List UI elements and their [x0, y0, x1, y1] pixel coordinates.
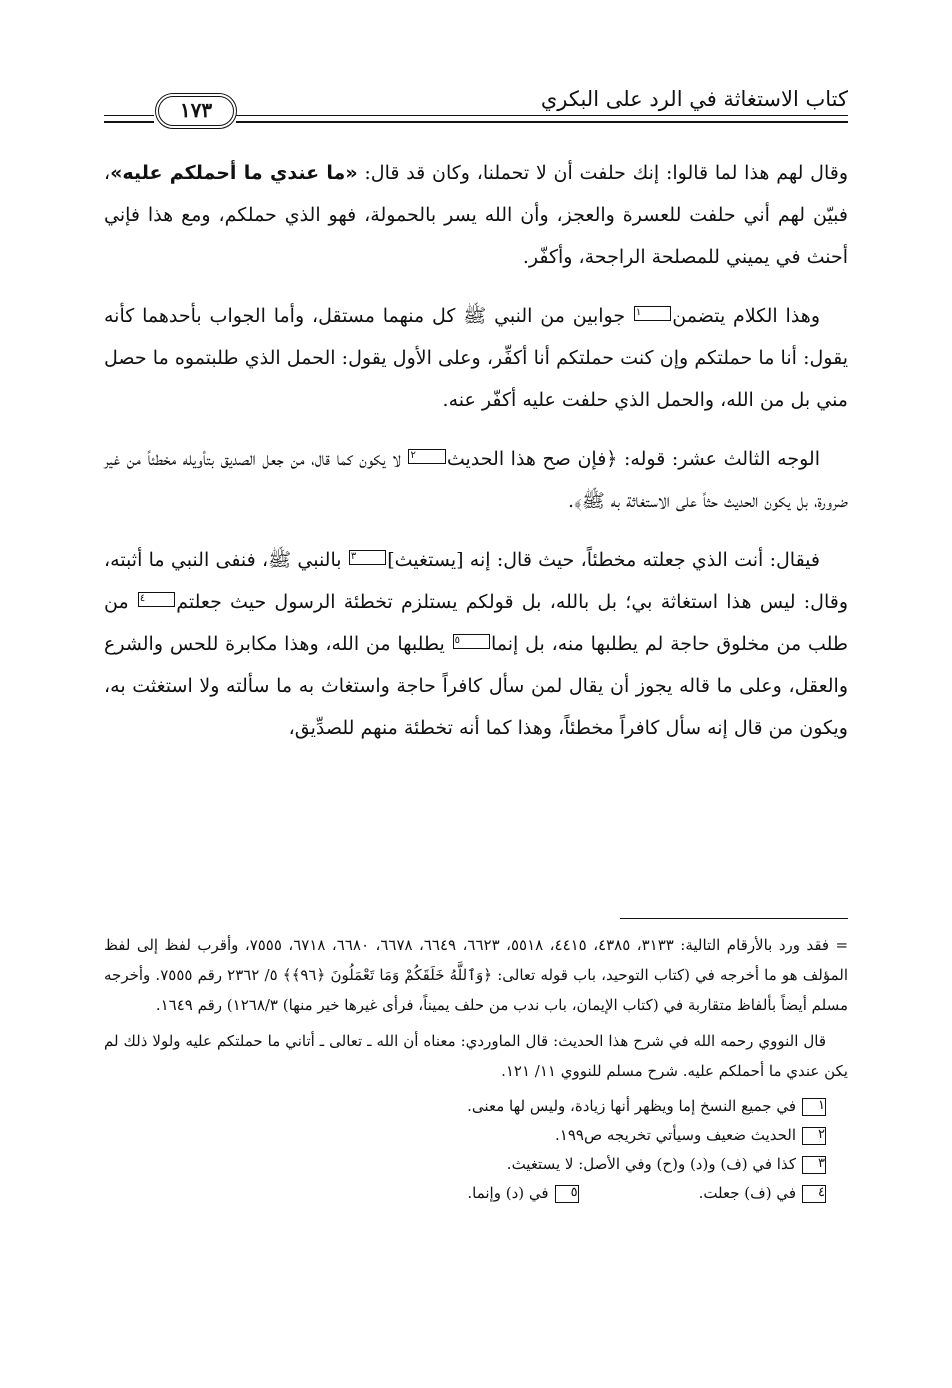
paragraph-2	[104, 295, 848, 421]
footnote-nawawi: قال النووي رحمه الله في شرح هذا الحديث: قال الماوردي: معناه أن الله ـ تعالى ـ أتاني ما حملتكم عليه ولولا ذلك لم يكن عندي ما أحملكم عليه. شرح مسلم للنووي ١١/ ١٢١.	[104, 1032, 848, 1080]
p2-text-1: وهذا الكلام يتضمن	[672, 305, 820, 327]
footnote-separator	[620, 918, 848, 919]
page-header	[104, 84, 848, 132]
footnote-number: ٢	[802, 1127, 826, 1145]
footnote-text: في جميع النسخ إما ويظهر أنها زيادة، وليس لها معنى.	[467, 1097, 796, 1115]
paragraph-1	[104, 152, 848, 278]
footnote-ref-1[interactable]: ١	[634, 306, 671, 321]
footnote-continued: = فقد ورد بالأرقام التالية: ٣١٣٣، ٤٣٨٥، ٤٤١٥، ٥٥١٨، ٦٦٢٣، ٦٦٤٩، ٦٦٧٨، ٦٦٨٠، ٦٧١٨، ٧٥٥٥، وأقرب لفظ إلى لفظ المؤلف هو ما أخرجه في (كتاب التوحيد، باب قوله تعالى: ﴿وَٱللَّهُ خَلَقَكُمْ وَمَا تَعْمَلُونَ ﴿٩٦﴾﴾ ٥/ ٢٣٦٢ رقم ٧٥٥٥. وأخرجه مسلم أيضاً بألفاظ متقاربة في (كتاب الإيمان، باب ندب من حلف يميناً، فرأى غيرها خير منها) ١٢٦٨/٣) رقم ١٦٤٩.	[104, 936, 849, 1014]
p1-bold-quote: «ما عندي ما أحملكم عليه»	[110, 162, 358, 184]
p3-text-1: الوجه الثالث عشر: قوله: ﴿فإن صح هذا الحديث	[446, 448, 820, 470]
footnote-ref-4[interactable]: ٤	[138, 592, 175, 607]
page-number-badge: ١٧٣	[158, 96, 234, 126]
footnote-item	[104, 1179, 826, 1208]
p2-text-2: جوابين من النبي ﷺ كل منهما مستقل، وأما الجواب بأحدهما كأنه يقول: أنا ما حملتكم وإن كنت حملتكم أنا أكفِّر، وعلى الأول يقول: الحمل الذي طلبتموه ما حصل مني بل من الله، والحمل الذي حلفت عليه أكفّر عنه.	[104, 305, 848, 411]
footnote-ref-2[interactable]: ٢	[408, 449, 445, 464]
paragraph-3	[104, 438, 848, 522]
footnote-item-5	[467, 1184, 578, 1202]
p4-text-1: فيقال: أنت الذي جعلته مخطئاً، حيث قال: إنه [يستغيث]	[387, 549, 820, 571]
header-rule-left	[104, 115, 154, 125]
footnote-text: في (ف) جعلت.	[698, 1184, 796, 1202]
header-rule-right	[236, 115, 848, 125]
main-text	[104, 152, 848, 749]
footnote-text: كذا في (ف) و(د) و(ح) وفي الأصل: لا يستغيث.	[506, 1155, 796, 1173]
footnote-item	[104, 1121, 826, 1150]
p4-text-3: من طلب من مخلوق حاجة لم يطلبها منه، بل إنما	[104, 591, 848, 655]
p1-text-2: ، فبيّن لهم أني حلفت للعسرة والعجز، وأن الله يسر بالحمولة، فهو الذي حملكم، ومع هذا فإني أحنث في يميني للمصلحة الراجحة، وأكفّر.	[104, 162, 848, 268]
footnote-ref-3[interactable]: ٣	[349, 550, 386, 565]
p3-text-2: لا يكون كما قال، من جعل الصديق بتأويله مخطئاً من غير ضرورة، بل يكون الحديث حثاً على الاستغاثة به ﷺ﴾.	[104, 448, 848, 512]
footnote-ref-5[interactable]: ٥	[453, 634, 490, 649]
footnote-number: ٤	[802, 1185, 826, 1203]
paragraph-4	[104, 539, 848, 749]
footnote-item	[104, 1092, 826, 1121]
footnote-number: ٣	[802, 1156, 826, 1174]
p4-text-4: يطلبها من الله، وهذا مكابرة للحس والشرع والعقل، وعلى ما قاله يجوز أن يقال لمن سأل كافراً حاجة واستغاث به ما سألته ولا استغثت به، ويكون من قال إنه سأل كافراً مخطئاً، وهذا كما أنه تخطئة منهم للصدِّيق،	[104, 633, 848, 739]
p1-text-1: وقال لهم هذا لما قالوا: إنك حلفت أن لا تحملنا، وكان قد قال:	[357, 162, 849, 184]
footnote-text: في (د) وإنما.	[467, 1184, 549, 1202]
footnote-item	[104, 1150, 826, 1179]
footnote-item-4	[699, 1179, 826, 1208]
p4-text-2: بالنبي ﷺ، فنفى النبي ما أثبته، وقال: ليس هذا استغاثة بي؛ بل بالله، بل قولكم يستلزم تخطئة الرسول حيث جعلتم	[104, 549, 848, 613]
footnote-number: ١	[802, 1098, 826, 1116]
footnotes	[104, 930, 848, 1208]
footnote-number: ٥	[555, 1185, 579, 1203]
footnote-list	[104, 1092, 848, 1208]
footnote-text: الحديث ضعيف وسيأتي تخريجه ص١٩٩.	[554, 1126, 796, 1144]
running-title: كتاب الاستغاثة في الرد على البكري	[540, 87, 848, 111]
